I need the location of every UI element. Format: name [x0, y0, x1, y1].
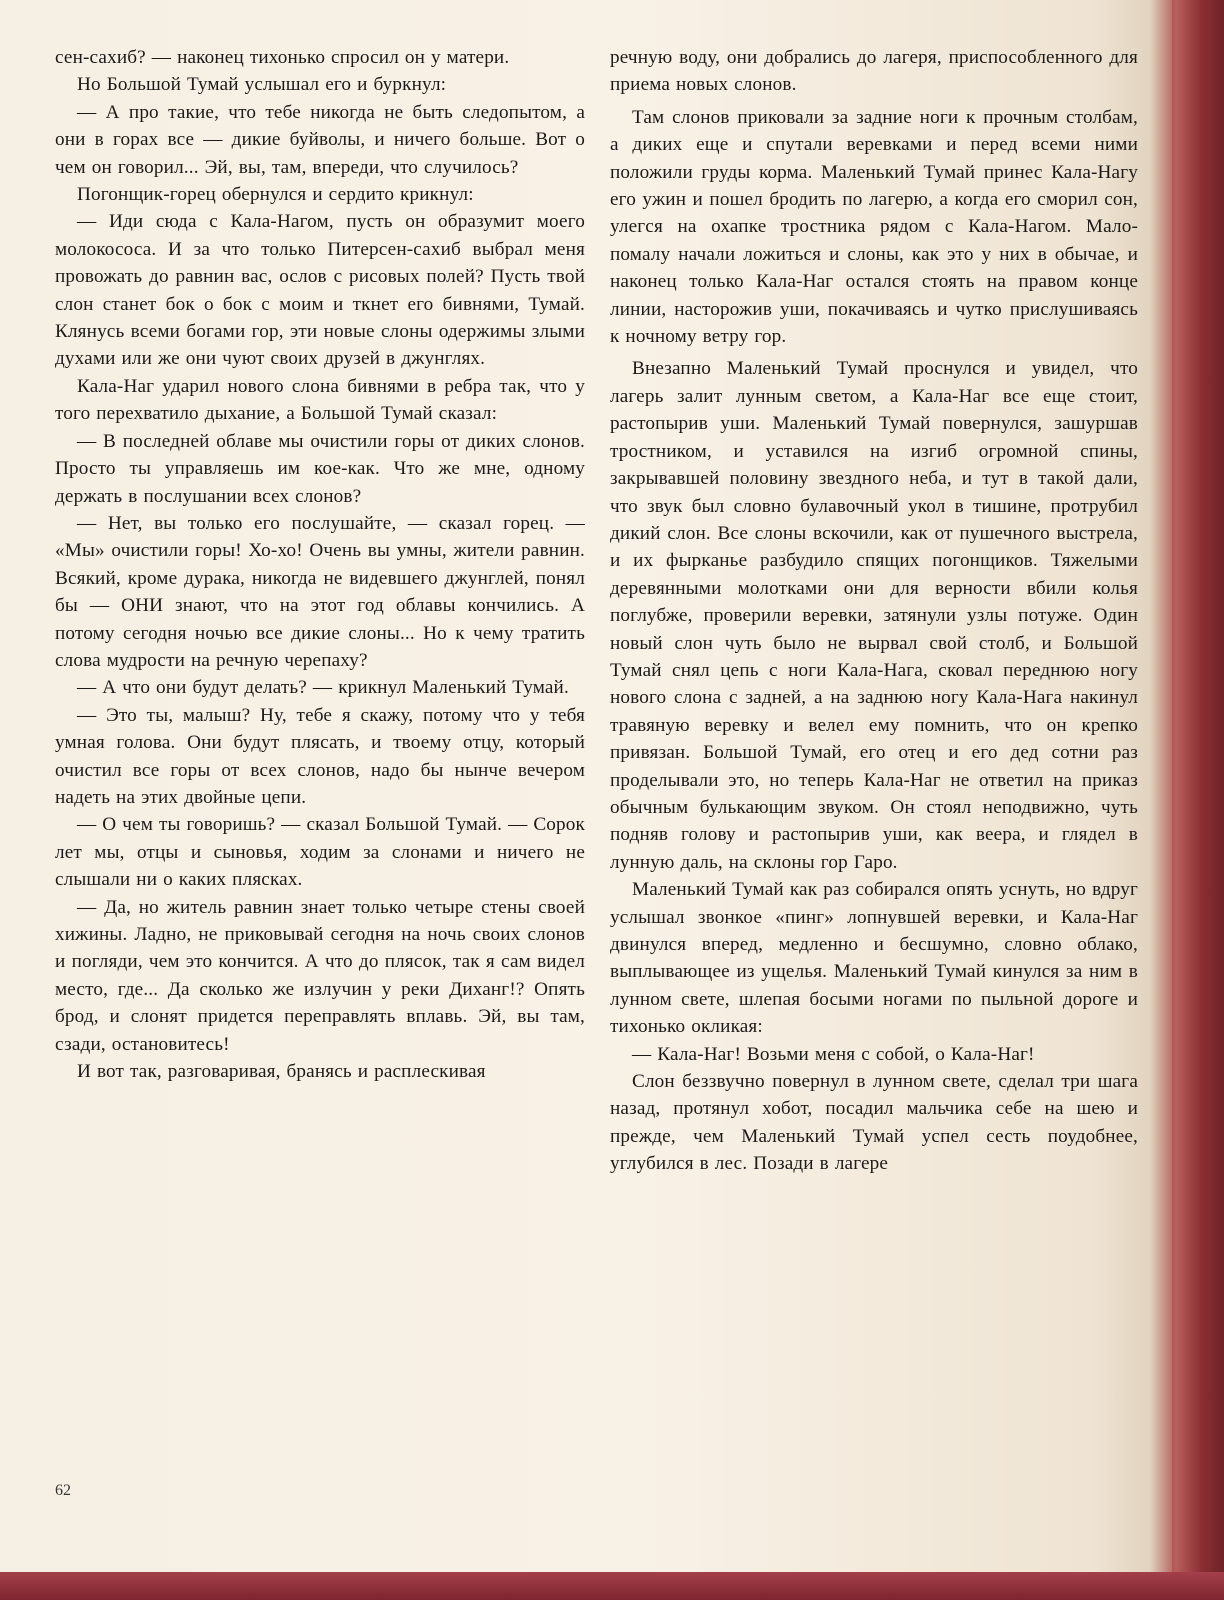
paragraph: — Кала-Наг! Возьми меня с собой, о Кала-Наг! [632, 1043, 1035, 1065]
paragraph: Но Большой Тумай услышал его и буркнул: [77, 74, 447, 96]
paragraph: Там слонов приковали за задние ноги к прочным столбам, а диких еще и спутали веревками и перед всеми ними положили груды корма. Маленький Тумай принес Кала-Нагу его ужин и пошел бродить по лагерю, а когда его сморил сон, улегся на охапке тростника рядом с Кала-Нагом. Мало-помалу начали ложиться и слоны, как это у них в обычае, и наконец только Кала-Наг остался стоять на правом конце линии, насторожив уши, покачиваясь и чутко прислушиваясь к ночному ветру гор. [610, 106, 1138, 348]
paragraph: речную воду, они добрались до лагеря, приспособленного для приема новых слонов. [610, 47, 1138, 96]
paragraph: Кала-Наг ударил нового слона бивнями в ребра так, что у того перехватило дыхание, а Большой Тумай сказал: [55, 375, 585, 425]
left-text-column [55, 44, 585, 1085]
paragraph: — А что они будут делать? — крикнул Маленький Тумай. [77, 677, 569, 699]
paragraph: Погонщик-горец обернулся и сердито крикнул: [77, 184, 474, 206]
paragraph: — Да, но житель равнин знает только четыре стены своей хижины. Ладно, не приковывай сегодня на ночь своих слонов и погляди, чем это кончится. А что до плясок, так я сам видел место, где... Да сколько же излучин у реки Диханг!? Опять брод, и слонят придется переправлять вплавь. Эй, вы там, сзади, остановитесь! [55, 896, 585, 1055]
paragraph: — Иди сюда с Кала-Нагом, пусть он образумит моего молокососа. И за что только Питерсен-сахиб выбрал меня провожать до равнин вас, ослов с рисовых полей? Пусть твой слон станет бок о бок с моим и ткнет его бивнями, Тумай. Клянусь всеми богами гор, эти новые слоны одержимы злыми духами или же они чуют своих друзей в джунглях. [55, 211, 585, 370]
paragraph: Маленький Тумай как раз собирался опять уснуть, но вдруг услышал звонкое «пинг» лопнувшей веревки, и Кала-Наг двинулся вперед, медленно и бесшумно, словно облако, выплывающее из ущелья. Маленький Тумай кинулся за ним в лунном свете, шлепая босыми ногами по пыльной дороге и тихонько окликая: [610, 879, 1138, 1038]
paragraph: Слон беззвучно повернул в лунном свете, сделал три шага назад, протянул хобот, посадил мальчика себе на шею и прежде, чем Маленький Тумай успел сесть поудобнее, углубился в лес. Позади в лагере [610, 1071, 1138, 1175]
paragraph: — О чем ты говоришь? — сказал Большой Тумай. — Сорок лет мы, отцы и сыновья, ходим за слонами и ничего не слышали ни о каких плясках. [55, 814, 586, 891]
right-text-column [610, 44, 1138, 1178]
book-cover-edge [0, 1572, 1224, 1600]
paragraph: сен-сахиб? — наконец тихонько спросил он у матери. [55, 47, 510, 68]
paragraph: — А про такие, что тебе никогда не быть следопытом, а они в горах все — дикие буйволы, и ничего больше. Вот о чем он говорил... Эй, вы, там, впереди, что случилось? [55, 101, 585, 178]
page-number: 62 [55, 1482, 71, 1499]
paragraph: — Это ты, малыш? Ну, тебе я скажу, потому что у тебя умная голова. Они будут плясать, и твоему отцу, который очистил все горы от всех слонов, надо бы нынче вечером надеть на этих двойные цепи. [55, 704, 585, 808]
paragraph: — Нет, вы только его послушайте, — сказал горец. — «Мы» очистили горы! Хо-хо! Очень вы умны, жители равнин. Всякий, кроме дурака, никогда не видевшего джунглей, понял бы — ОНИ знают, что на этот год облавы кончились. А потому сегодня ночью все дикие слоны... Но к чему тратить слова мудрости на речную черепаху? [55, 512, 585, 671]
book-spine-edge [1150, 0, 1224, 1600]
paragraph: И вот так, разговаривая, бранясь и расплескивая [77, 1061, 486, 1083]
paragraph: — В последней облаве мы очистили горы от диких слонов. Просто ты управляешь им кое-как. Что же мне, одному держать в послушании всех слонов? [55, 430, 585, 507]
paragraph: Внезапно Маленький Тумай проснулся и увидел, что лагерь залит лунным светом, а Кала-Наг все еще стоит, растопырив уши. Маленький Тумай повернулся, зашуршав тростником, и уставился на изгиб огромной спины, закрывавшей половину звездного неба, и тут в такой дали, что звук был словно булавочный укол в тишине, протрубил дикий слон. Все слоны вскочили, как от пушечного выстрела, и их фырканье разбудило спящих погонщиков. Тяжелыми деревянными молотками они для верности вбили колья поглубже, проверили веревки, затянули узлы потуже. Один новый слон чуть было не вырвал свой столб, и Большой Тумай снял цепь с ноги Кала-Нага, сковал переднюю ногу нового слона с задней, а на заднюю ногу Кала-Нага накинул травяную веревку и велел ему помнить, что он крепко привязан. Большой Тумай, его отец и его дед сотни раз проделывали это, но теперь Кала-Наг не ответил на приказ обычным булькающим звуком. Он стоял неподвижно, чуть подняв голову и растопырив уши, как веера, и глядел в лунную даль, на склоны гор Гаро. [610, 358, 1138, 873]
